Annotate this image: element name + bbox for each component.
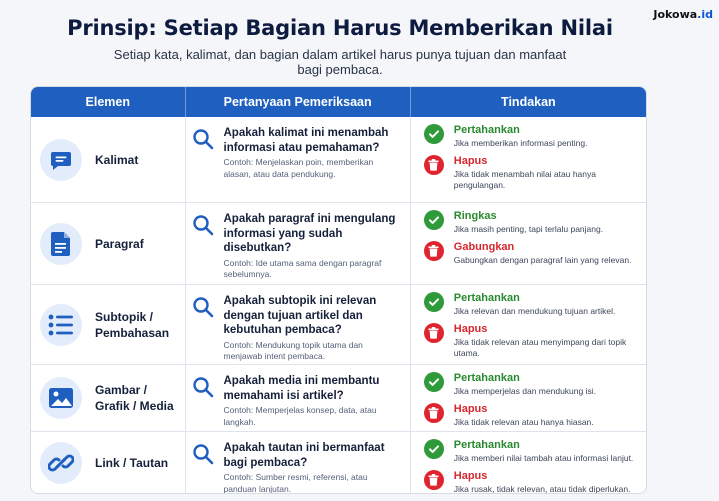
element-cell [31,285,186,364]
question-cell [186,285,411,364]
element-label: Gambar / Grafik / Media [95,383,174,413]
trash-icon [424,155,444,175]
check-circle-icon [424,439,444,459]
element-cell [31,365,186,431]
page-subtitle: Setiap kata, kalimat, dan bagian dalam artikel harus punya tujuan dan manfaat bagi pembaca. [113,47,567,77]
action-body [454,470,631,495]
action-title: Hapus [453,322,488,335]
question-text: Apakah subtopik ini relevan dengan tujuan artikel dan kebutuhan pembaca? [223,295,377,336]
action-item [424,210,640,236]
element-label: Subtopik / Pembahasan [95,309,170,340]
image-icon [40,377,82,419]
element-label: Paragraf [95,236,144,251]
question-body [224,126,402,202]
question-example: Contoh: Menjelaskan poin, memberikan alasan, atau data pendukung. [223,157,374,179]
action-description: Jika tidak relevan atau menyimpang dari topik utama. [453,336,627,358]
brand-suffix: .id [697,8,713,21]
question-body [224,441,402,493]
question-example: Contoh: Memperjelas konsep, data, atau langkah. [223,405,377,427]
trash-icon [424,241,444,261]
header-question: Pertanyaan Pemeriksaan [186,87,411,117]
action-title: Gabungkan [453,240,515,253]
magnifier-icon [192,128,214,202]
action-item [424,372,640,398]
table-row [31,284,646,364]
action-body [454,124,588,150]
link-icon [40,442,82,484]
action-item [424,403,640,429]
question-body [224,294,402,364]
question-body [224,374,402,431]
action-item [424,470,640,495]
action-body [454,439,634,465]
action-item [424,241,640,267]
action-body [454,292,616,318]
action-description: Jika memberi nilai tambah atau informasi lanjut. [453,453,634,463]
question-cell [186,365,411,431]
page-title: Prinsip: Setiap Bagian Harus Memberikan Nilai [67,16,613,40]
question-example: Contoh: Mendukung topik utama dan menjawab intent pembaca. [223,339,363,361]
action-title: Hapus [453,154,488,167]
element-cell [31,203,186,284]
action-title: Pertahankan [453,439,520,451]
question-cell [186,432,411,493]
action-item [424,323,640,360]
trash-icon [424,470,444,490]
table-row [31,364,646,431]
check-circle-icon [424,292,444,312]
question-text: Apakah tautan ini bermanfaat bagi pembaca? [223,442,385,469]
action-title: Pertahankan [453,124,520,136]
action-body [454,155,640,192]
list-icon [40,304,82,346]
action-item [424,439,640,465]
action-cell [411,285,646,364]
action-title: Hapus [453,469,488,482]
question-text: Apakah kalimat ini menambah informasi atau pemahaman? [223,127,389,154]
action-title: Ringkas [453,210,497,222]
check-circle-icon [424,124,444,144]
action-body [454,323,640,360]
question-cell [186,117,411,202]
action-cell [411,203,646,284]
action-item [424,124,640,150]
action-description: Gabungkan dengan paragraf lain yang relevan. [453,254,632,265]
checklist-table [30,86,647,494]
table-row [31,431,646,493]
action-title: Hapus [453,402,488,415]
magnifier-icon [192,376,214,431]
action-body [454,372,596,398]
brand-name: Jokowa [653,8,698,21]
magnifier-icon [192,214,214,284]
chat-bubble-icon [40,139,82,181]
action-item [424,155,640,192]
trash-icon [424,403,444,423]
action-title: Pertahankan [453,372,520,384]
element-cell [31,432,186,493]
header-element: Elemen [31,87,186,117]
action-body [454,241,632,267]
magnifier-icon [192,443,214,493]
element-label: Kalimat [95,152,139,167]
question-text: Apakah paragraf ini mengulang informasi yang sudah disebutkan? [223,213,396,254]
element-cell [31,117,186,202]
document-icon [40,223,82,265]
action-description: Jika tidak menambah nilai atau hanya pengulangan. [453,168,596,190]
question-cell [186,203,411,284]
action-description: Jika rusak, tidak relevan, atau tidak diperlukan. [453,483,631,494]
action-body [454,403,594,429]
trash-icon [424,323,444,343]
table-body [31,117,646,493]
question-body [224,212,402,284]
action-cell [411,117,646,202]
check-circle-icon [424,372,444,392]
table-row [31,202,646,284]
check-circle-icon [424,210,444,230]
magnifier-icon [192,296,214,364]
action-description: Jika memberikan informasi penting. [453,138,588,148]
action-description: Jika relevan dan mendukung tujuan artikel. [453,306,616,316]
action-title: Pertahankan [453,292,520,304]
action-item [424,292,640,318]
action-description: Jika masih penting, tapi terlalu panjang. [453,224,604,234]
element-label: Link / Tautan [95,455,169,470]
question-example: Contoh: Sumber resmi, referensi, atau panduan lanjutan. [223,472,368,494]
question-text: Apakah media ini membantu memahami isi artikel? [223,375,380,402]
action-cell [411,365,646,431]
table-header [31,87,646,117]
action-cell [411,432,646,493]
action-description: Jika tidak relevan atau hanya hiasan. [453,416,594,427]
action-description: Jika memperjelas dan mendukung isi. [453,386,596,396]
question-example: Contoh: Ide utama sama dengan paragraf sebelumnya. [223,257,382,279]
header-action: Tindakan [501,95,556,109]
action-body [454,210,603,236]
table-row [31,117,646,202]
